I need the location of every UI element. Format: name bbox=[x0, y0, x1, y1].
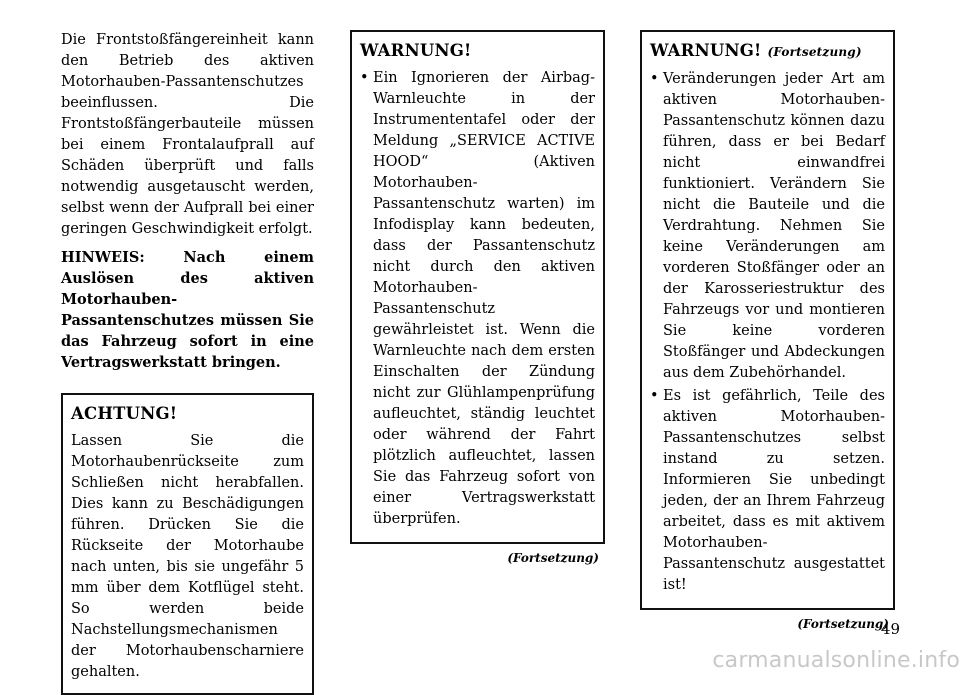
warning-list bbox=[360, 68, 595, 530]
warning-continued-box bbox=[640, 30, 895, 610]
page-number: 49 bbox=[880, 620, 900, 638]
note-paragraph: HINWEIS: Nach einem Auslösen des aktiven Motorhauben-Passantenschutzes müssen Sie das Fahrzeug sofort in eine Vertragswerkstatt bringen. bbox=[61, 249, 314, 371]
column-middle bbox=[350, 30, 605, 566]
caution-box bbox=[61, 393, 314, 695]
warning-title-text: WARNUNG! bbox=[650, 41, 762, 60]
continued-label: (Fortsetzung) bbox=[797, 617, 889, 631]
warning-item: • Ein Ignorieren der Airbag-Warnleuchte in der Instrumententafel oder der Meldung „SERVICE ACTIVE HOOD“ (Aktiven Motorhauben-Passantenschutz warten) im Infodisplay kann bedeuten, dass der Passantenschutz nicht durch den aktiven Motorhauben-Passantenschutz gewährleistet ist. Wenn die Warnleuchte nach dem ersten Einschalten der Zündung nicht zur Glühlampenprüfung aufleuchtet, ständig leuchtet oder während der Fahrt plötzlich aufleuchtet, lassen Sie das Fahrzeug sofort von einer Vertragswerkstatt überprüfen. bbox=[360, 68, 595, 530]
continued-label: (Fortsetzung) bbox=[507, 551, 599, 565]
warning-continued-list bbox=[650, 69, 885, 596]
caution-title: ACHTUNG! bbox=[71, 404, 178, 423]
warning-item: • Veränderungen jeder Art am aktiven Motorhauben-Passantenschutz können dazu führen, dass er bei Bedarf nicht einwandfrei funktioniert. Verändern Sie nicht die Bauteile und die Verdrahtung. Nehmen Sie keine Veränderungen am vorderen Stoßfänger oder an der Karosseriestruktur des Fahrzeugs vor und montieren Sie keine vorderen Stoßfänger und Abdeckungen aus dem Zubehörhandel. bbox=[650, 69, 885, 384]
warning-continued-title bbox=[650, 40, 885, 63]
intro-paragraph: Die Frontstoßfängereinheit kann den Betrieb des aktiven Motorhauben-Passantenschutzes beeinflussen. Die Frontstoßfängerbauteile müssen bei einem Frontalaufprall auf Schäden überprüft und falls notwendig ausgetauscht werden, selbst wenn der Aufprall bei einer geringen Geschwindigkeit erfolgt. bbox=[61, 32, 314, 237]
caution-text: Lassen Sie die Motorhaubenrückseite zum Schließen nicht herabfallen. Dies kann zu Beschädigungen führen. Drücken Sie die Rückseite der Motorhaube nach unten, bis sie ungefähr 5 mm über dem Kotflügel steht. So werden beide Nachstellungsmechanismen der Motorhaubenscharniere gehalten. bbox=[71, 433, 304, 680]
column-left bbox=[61, 30, 314, 695]
warning-item: • Es ist gefährlich, Teile des aktiven Motorhauben-Passantenschutzes selbst instand zu setzen. Informieren Sie unbedingt jeden, der an Ihrem Fahrzeug arbeitet, dass es mit aktivem Motorhauben-Passantenschutz ausgestattet ist! bbox=[650, 386, 885, 596]
watermark: carmanualsonline.info bbox=[712, 648, 960, 673]
warning-title: WARNUNG! bbox=[360, 41, 472, 60]
warning-title-suffix: (Fortsetzung) bbox=[767, 45, 862, 59]
warning-box bbox=[350, 30, 605, 544]
column-right bbox=[640, 30, 895, 632]
